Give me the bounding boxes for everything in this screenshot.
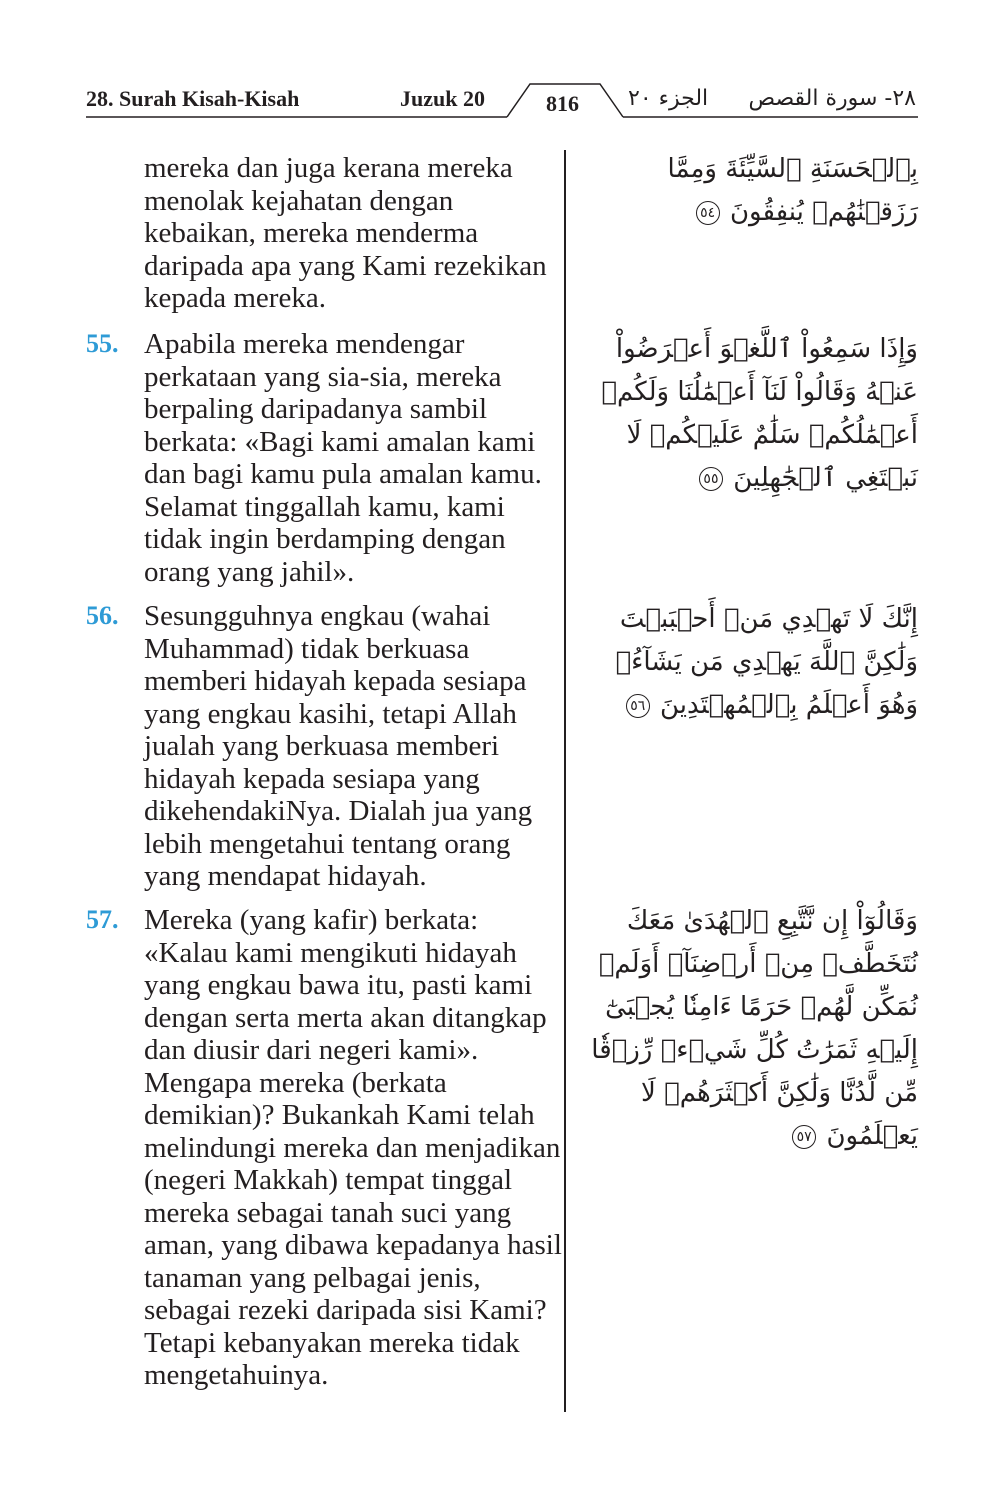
verse-number: 56. [86, 601, 119, 630]
verse-number: 55. [86, 329, 119, 358]
verse-number: 57. [86, 905, 119, 934]
verse-55-translation: Apabila mereka mendengar perkataan yang sia-sia, mereka berpaling daripadanya sambil berkata: «Bagi kami amalan kami dan bagi kamu pula amalan kamu. Selamat tinggallah kamu, kami tidak ingin berdamping dengan orang yang jahil». [144, 328, 542, 588]
verse-54-translation: mereka dan juga kerana mereka menolak kejahatan dengan kebaikan, mereka menderma daripada apa yang Kami rezekikan kepada mereka. [144, 152, 547, 314]
verse-54-arabic [588, 148, 918, 234]
verse-55-arabic-text: وَإِذَا سَمِعُواْ ٱللَّغۡوَ أَعۡرَضُواْ عَنۡهُ وَقَالُواْ لَنَآ أَعۡمَٰلُنَا وَلَكُمۡ أَعۡمَٰلُكُمۡ سَلَٰمٌ عَلَيۡكُمۡ لَا نَبۡتَغِي ٱلۡجَٰهِلِينَ [601, 334, 918, 493]
surah-title-arabic: ٢٨- سورة القصص [748, 86, 916, 111]
page-number: 816 [546, 91, 579, 116]
verse-57-arabic [588, 900, 918, 1158]
verse-56-translation: Sesungguhnya engkau (wahai Muhammad) tidak berkuasa memberi hidayah kepada sesiapa yang engkau kasihi, tetapi Allah jualah yang berkuasa memberi hidayah kepada sesiapa yang dikehendakiNya. Dialah jua yang lebih mengetahui tentang orang yang mendapat hidayah. [144, 600, 533, 892]
aya-end-marker: ٥٤ [696, 201, 720, 225]
page-header [0, 0, 1000, 125]
surah-title-latin: 28. Surah Kisah-Kisah [86, 86, 300, 111]
header-rule [0, 0, 1000, 125]
juz-label-latin: Juzuk 20 [400, 86, 485, 111]
verse-56-arabic-text: إِنَّكَ لَا تَهۡدِي مَنۡ أَحۡبَبۡتَ وَلَٰكِنَّ ٱللَّهَ يَهۡدِي مَن يَشَآءُۚ وَهُوَ أَعۡلَمُ بِٱلۡمُهۡتَدِينَ [615, 604, 918, 720]
verse-57-translation: Mereka (yang kafir) berkata: «Kalau kami mengikuti hidayah yang engkau bawa itu, pasti kami dengan serta merta akan ditangkap dan diusir dari negeri kami». Mengapa mereka (berkata demikian)? Bukankah Kami telah melindungi mereka dan menjadikan (negeri Makkah) tempat tinggal mereka sebagai tanah suci yang aman, yang dibawa kepadanya hasil tanaman yang pelbagai jenis, sebagai rezeki daripada sisi Kami? Tetapi kebanyakan mereka tidak mengetahuinya. [144, 904, 562, 1391]
verse-57-arabic-text: وَقَالُوٓاْ إِن نَّتَّبِعِ ٱلۡهُدَىٰ مَعَكَ نُتَخَطَّفۡ مِنۡ أَرۡضِنَآۚ أَوَلَمۡ نُمَكِّن لَّهُمۡ حَرَمًا ءَامِنٗا يُجۡبَىٰٓ إِلَيۡهِ ثَمَرَٰتُ كُلِّ شَيۡءٖ رِّزۡقٗا مِّن لَّدُنَّا وَلَٰكِنَّ أَكۡثَرَهُمۡ لَا يَعۡلَمُونَ [591, 906, 918, 1151]
verse-55-arabic [588, 328, 918, 500]
aya-end-marker: ٥٧ [792, 1125, 816, 1149]
verse-54-arabic-text: بِٱلۡحَسَنَةِ ٱلسَّيِّئَةَ وَمِمَّا رَزَقۡنَٰهُمۡ يُنفِقُونَ [667, 154, 918, 227]
verse-56-arabic [588, 598, 918, 727]
aya-end-marker: ٥٥ [699, 467, 723, 491]
juz-label-arabic: الجزء ٢٠ [628, 86, 709, 111]
column-divider [564, 150, 566, 1412]
aya-end-marker: ٥٦ [626, 694, 650, 718]
